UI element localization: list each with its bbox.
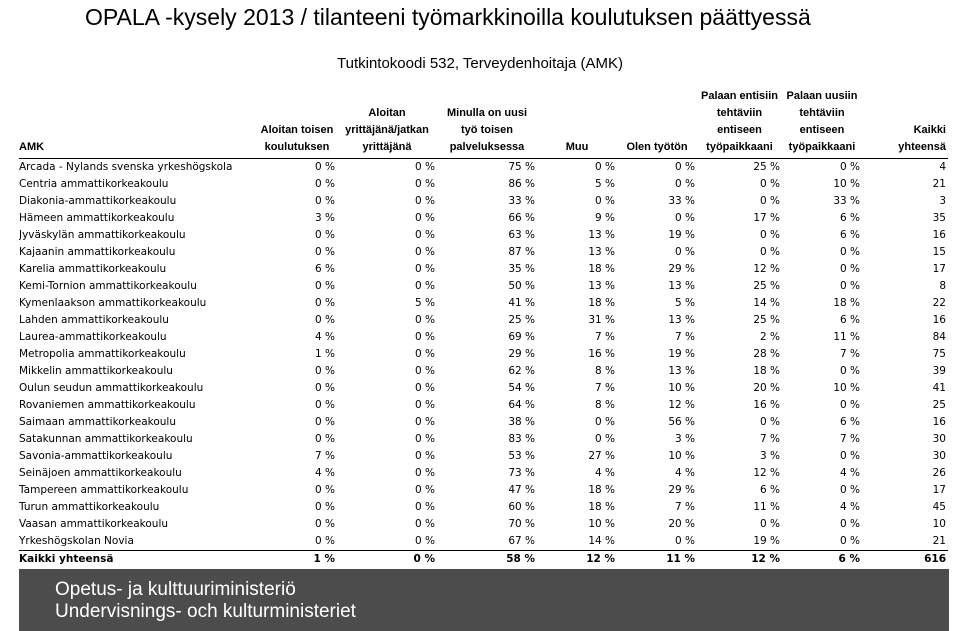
percent-cell: 0 % [337,551,437,569]
table-row [19,465,948,482]
percent-cell: 33 % [508,195,535,207]
percent-cell: 25 % [753,314,780,326]
percent-cell: 29 % [668,484,695,496]
percent-cell: 0 % [840,484,860,496]
percent-cell: 18 % [833,297,860,309]
count-cell: 21 [932,178,946,190]
percent-cell: 6 % [840,416,860,428]
table-row [19,380,948,397]
percent-cell: 67 % [508,535,535,547]
percent-cell: 0 % [415,365,435,377]
count-cell: 45 [932,501,946,513]
percent-cell: 0 % [415,382,435,394]
percent-cell: 13 % [668,314,695,326]
ministry-name-finnish: Opetus- ja kulttuuriministeriö [55,579,296,600]
percent-cell: 0 % [315,535,335,547]
percent-cell: 29 % [508,348,535,360]
percent-cell: 5 % [675,297,695,309]
count-cell: 75 [932,348,946,360]
percent-cell: 0 % [315,161,335,173]
percent-cell: 6 % [315,263,335,275]
institution-name: Saimaan ammattikorkeakoulu [19,416,176,428]
percent-cell: 12 % [753,263,780,275]
percent-cell: 0 % [315,484,335,496]
column-header: Olen työtön [617,88,697,159]
percent-cell: 1 % [315,348,335,360]
percent-cell: 18 % [588,484,615,496]
percent-cell: 0 % [415,518,435,530]
table-row [19,431,948,448]
percent-cell: 3 % [675,433,695,445]
percent-cell: 25 % [753,280,780,292]
percent-cell: 0 % [675,178,695,190]
percent-cell: 0 % [415,501,435,513]
table-row [19,499,948,516]
column-header: Aloitan yrittäjänä/jatkan yrittäjänä [337,88,437,159]
percent-cell: 2 % [760,331,780,343]
percent-cell: 0 % [415,314,435,326]
percent-cell: 6 % [760,484,780,496]
percent-cell: 7 % [675,501,695,513]
institution-name: Centria ammattikorkeakoulu [19,178,169,190]
percent-cell: 0 % [415,433,435,445]
percent-cell: 7 % [595,331,615,343]
table-row [19,482,948,499]
table-header-row [19,88,948,159]
percent-cell: 18 % [588,501,615,513]
percent-cell: 0 % [840,399,860,411]
percent-cell: 0 % [675,212,695,224]
percent-cell: 0 % [840,280,860,292]
percent-cell: 25 % [508,314,535,326]
count-cell: 4 [939,161,946,173]
percent-cell: 0 % [760,518,780,530]
percent-cell: 12 % [668,399,695,411]
count-cell: 16 [932,416,946,428]
percent-cell: 0 % [315,229,335,241]
percent-cell: 62 % [508,365,535,377]
percent-cell: 0 % [760,416,780,428]
ministry-name-swedish: Undervisnings- och kulturministeriet [55,601,356,622]
percent-cell: 9 % [595,212,615,224]
percent-cell: 0 % [595,195,615,207]
count-cell: 16 [932,229,946,241]
table-row [19,210,948,227]
count-cell: 26 [932,467,946,479]
institution-name: Jyväskylän ammattikorkeakoulu [19,229,186,241]
institution-name: Tampereen ammattikorkeakoulu [19,484,189,496]
percent-cell: 58 % [437,551,537,569]
institution-name: Hämeen ammattikorkeakoulu [19,212,175,224]
percent-cell: 5 % [415,297,435,309]
percent-cell: 7 % [840,348,860,360]
percent-cell: 0 % [415,178,435,190]
percent-cell: 16 % [588,348,615,360]
institution-name: Kymenlaakson ammattikorkeakoulu [19,297,207,309]
percent-cell: 6 % [840,314,860,326]
percent-cell: 0 % [840,246,860,258]
percent-cell: 13 % [588,280,615,292]
percent-cell: 19 % [753,535,780,547]
table-body [19,159,948,569]
institution-name: Oulun seudun ammattikorkeakoulu [19,382,204,394]
table-row [19,244,948,261]
percent-cell: 53 % [508,450,535,462]
percent-cell: 11 % [753,501,780,513]
percent-cell: 17 % [753,212,780,224]
percent-cell: 0 % [760,246,780,258]
percent-cell: 0 % [315,382,335,394]
percent-cell: 0 % [315,399,335,411]
percent-cell: 19 % [668,229,695,241]
count-cell: 17 [932,263,946,275]
table-row [19,516,948,533]
percent-cell: 0 % [415,450,435,462]
percent-cell: 86 % [508,178,535,190]
percent-cell: 0 % [315,314,335,326]
percent-cell: 0 % [760,229,780,241]
count-cell: 39 [932,365,946,377]
percent-cell: 0 % [840,450,860,462]
institution-name: Yrkeshögskolan Novia [19,535,134,547]
percent-cell: 0 % [415,229,435,241]
percent-cell: 29 % [668,263,695,275]
percent-cell: 0 % [415,161,435,173]
percent-cell: 12 % [537,551,617,569]
percent-cell: 0 % [415,331,435,343]
percent-cell: 13 % [588,229,615,241]
percent-cell: 13 % [668,280,695,292]
percent-cell: 64 % [508,399,535,411]
percent-cell: 0 % [415,416,435,428]
percent-cell: 0 % [315,246,335,258]
institution-name: Savonia-ammattikorkeakoulu [19,450,173,462]
percent-cell: 0 % [415,484,435,496]
percent-cell: 18 % [588,263,615,275]
institution-name: Kemi-Tornion ammattikorkeakoulu [19,280,197,292]
percent-cell: 0 % [840,535,860,547]
institution-name: Metropolia ammattikorkeakoulu [19,348,186,360]
column-header: Minulla on uusi työ toisen palveluksessa [437,88,537,159]
table-row [19,397,948,414]
percent-cell: 0 % [675,535,695,547]
institution-name: Arcada - Nylands svenska yrkeshögskola [19,161,233,173]
institution-name: Rovaniemen ammattikorkeakoulu [19,399,196,411]
percent-cell: 56 % [668,416,695,428]
count-cell: 17 [932,484,946,496]
percent-cell: 41 % [508,297,535,309]
column-header: Muu [537,88,617,159]
institution-name: Kaikki yhteensä [19,551,257,569]
count-cell: 8 [939,280,946,292]
count-cell: 616 [862,551,948,569]
percent-cell: 8 % [595,365,615,377]
percent-cell: 35 % [508,263,535,275]
percent-cell: 1 % [257,551,337,569]
count-cell: 22 [932,297,946,309]
percent-cell: 6 % [840,229,860,241]
percent-cell: 12 % [697,551,782,569]
percent-cell: 0 % [315,280,335,292]
percent-cell: 16 % [753,399,780,411]
table-row [19,414,948,431]
table-row [19,329,948,346]
percent-cell: 60 % [508,501,535,513]
percent-cell: 3 % [760,450,780,462]
percent-cell: 0 % [315,178,335,190]
institution-name: Lahden ammattikorkeakoulu [19,314,169,326]
percent-cell: 14 % [753,297,780,309]
percent-cell: 0 % [415,467,435,479]
count-cell: 16 [932,314,946,326]
institution-name: Turun ammattikorkeakoulu [19,501,160,513]
count-cell: 30 [932,450,946,462]
percent-cell: 12 % [753,467,780,479]
count-cell: 21 [932,535,946,547]
table-subtitle: Tutkintokoodi 532, Terveydenhoitaja (AMK) [337,55,623,72]
column-header-amk: AMK [19,88,257,159]
percent-cell: 0 % [415,399,435,411]
percent-cell: 38 % [508,416,535,428]
percent-cell: 75 % [508,161,535,173]
table-row [19,312,948,329]
total-row [19,551,948,569]
percent-cell: 18 % [753,365,780,377]
count-cell: 30 [932,433,946,445]
percent-cell: 0 % [595,433,615,445]
percent-cell: 7 % [595,382,615,394]
institution-name: Laurea-ammattikorkeakoulu [19,331,167,343]
percent-cell: 4 % [315,331,335,343]
percent-cell: 7 % [840,433,860,445]
percent-cell: 50 % [508,280,535,292]
table-row [19,278,948,295]
percent-cell: 10 % [833,178,860,190]
percent-cell: 3 % [315,212,335,224]
column-header: Kaikki yhteensä [862,88,948,159]
institution-name: Kajaanin ammattikorkeakoulu [19,246,176,258]
table-row [19,159,948,177]
percent-cell: 0 % [415,535,435,547]
percent-cell: 0 % [760,178,780,190]
percent-cell: 13 % [588,246,615,258]
table-row [19,176,948,193]
table-row [19,261,948,278]
count-cell: 3 [939,195,946,207]
percent-cell: 14 % [588,535,615,547]
percent-cell: 0 % [415,195,435,207]
percent-cell: 7 % [675,331,695,343]
percent-cell: 83 % [508,433,535,445]
count-cell: 10 [932,518,946,530]
table-row [19,295,948,312]
percent-cell: 0 % [415,263,435,275]
percent-cell: 7 % [315,450,335,462]
percent-cell: 70 % [508,518,535,530]
table-row [19,193,948,210]
percent-cell: 28 % [753,348,780,360]
percent-cell: 31 % [588,314,615,326]
percent-cell: 0 % [840,365,860,377]
percent-cell: 47 % [508,484,535,496]
percent-cell: 0 % [315,297,335,309]
institution-name: Karelia ammattikorkeakoulu [19,263,167,275]
percent-cell: 0 % [415,348,435,360]
percent-cell: 0 % [415,280,435,292]
count-cell: 84 [932,331,946,343]
count-cell: 15 [932,246,946,258]
percent-cell: 63 % [508,229,535,241]
percent-cell: 4 % [840,501,860,513]
percent-cell: 0 % [315,518,335,530]
percent-cell: 0 % [675,246,695,258]
institution-name: Mikkelin ammattikorkeakoulu [19,365,173,377]
table-row [19,346,948,363]
ministry-footer-banner [19,569,949,631]
percent-cell: 0 % [315,195,335,207]
percent-cell: 0 % [595,416,615,428]
column-header: Aloitan toisen koulutuksen [257,88,337,159]
percent-cell: 10 % [668,450,695,462]
page-title: OPALA -kysely 2013 / tilanteeni työmarkkinoilla koulutuksen päättyessä [85,4,811,30]
percent-cell: 73 % [508,467,535,479]
table-row [19,227,948,244]
percent-cell: 0 % [315,416,335,428]
percent-cell: 4 % [595,467,615,479]
percent-cell: 20 % [668,518,695,530]
percent-cell: 33 % [833,195,860,207]
percent-cell: 0 % [315,365,335,377]
percent-cell: 25 % [753,161,780,173]
percent-cell: 0 % [415,212,435,224]
percent-cell: 0 % [315,501,335,513]
percent-cell: 0 % [675,161,695,173]
institution-name: Seinäjoen ammattikorkeakoulu [19,467,182,479]
percent-cell: 8 % [595,399,615,411]
percent-cell: 10 % [668,382,695,394]
percent-cell: 4 % [675,467,695,479]
percent-cell: 6 % [840,212,860,224]
percent-cell: 69 % [508,331,535,343]
percent-cell: 7 % [760,433,780,445]
count-cell: 41 [932,382,946,394]
column-header: Palaan uusiin tehtäviin entiseen työpaikkaani [782,88,862,159]
percent-cell: 6 % [782,551,862,569]
percent-cell: 20 % [753,382,780,394]
table-row [19,448,948,465]
percent-cell: 87 % [508,246,535,258]
percent-cell: 0 % [415,246,435,258]
count-cell: 25 [932,399,946,411]
table-row [19,363,948,380]
column-header: Palaan entisiin tehtäviin entiseen työpaikkaani [697,88,782,159]
institution-name: Satakunnan ammattikorkeakoulu [19,433,193,445]
percent-cell: 10 % [833,382,860,394]
percent-cell: 11 % [833,331,860,343]
percent-cell: 4 % [315,467,335,479]
institution-name: Vaasan ammattikorkeakoulu [19,518,169,530]
percent-cell: 10 % [588,518,615,530]
percent-cell: 11 % [617,551,697,569]
percent-cell: 13 % [668,365,695,377]
institution-name: Diakonia-ammattikorkeakoulu [19,195,177,207]
percent-cell: 33 % [668,195,695,207]
percent-cell: 54 % [508,382,535,394]
percent-cell: 19 % [668,348,695,360]
percent-cell: 0 % [315,433,335,445]
count-cell: 35 [932,212,946,224]
percent-cell: 0 % [595,161,615,173]
table-row [19,533,948,551]
percent-cell: 66 % [508,212,535,224]
percent-cell: 5 % [595,178,615,190]
percent-cell: 0 % [840,263,860,275]
percent-cell: 18 % [588,297,615,309]
results-table [19,88,948,568]
percent-cell: 4 % [840,467,860,479]
percent-cell: 27 % [588,450,615,462]
percent-cell: 0 % [840,518,860,530]
percent-cell: 0 % [840,161,860,173]
percent-cell: 0 % [760,195,780,207]
